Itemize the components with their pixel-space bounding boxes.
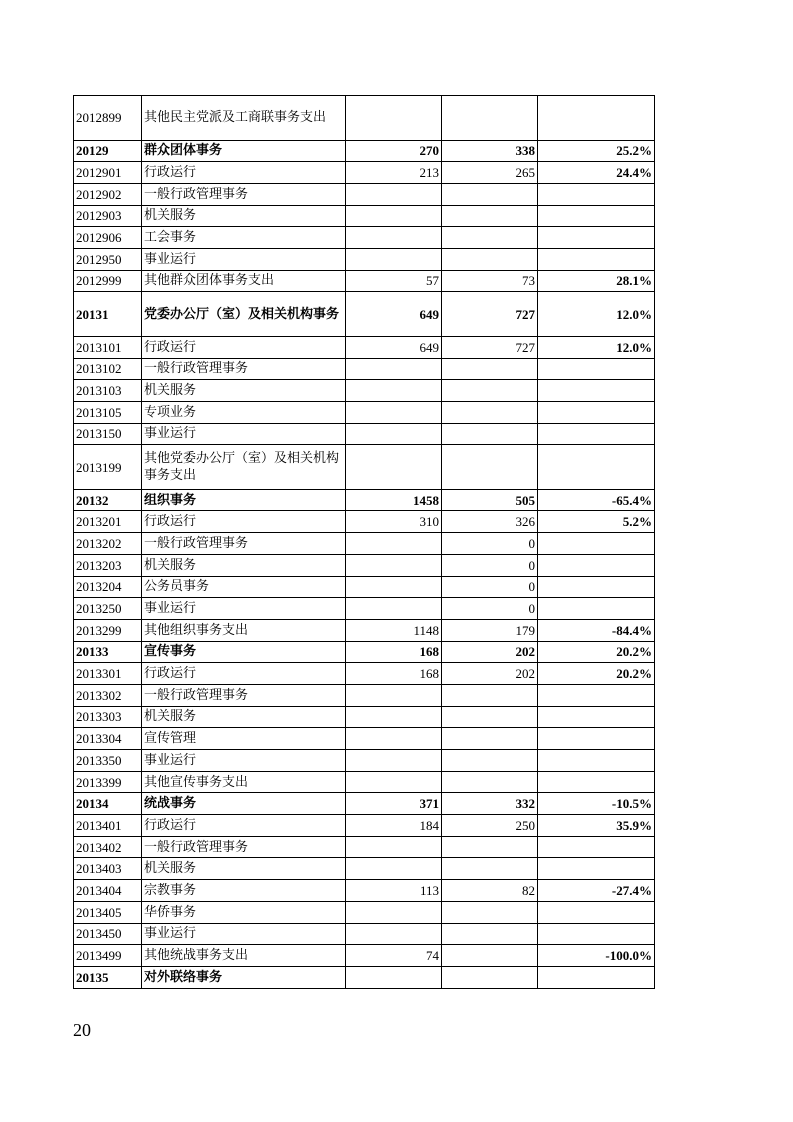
code-cell: 20131 <box>74 292 142 337</box>
name-cell: 行政运行 <box>142 815 346 837</box>
change-pct-cell: -27.4% <box>538 880 655 902</box>
table-row <box>74 533 655 555</box>
name-cell: 机关服务 <box>142 858 346 880</box>
code-cell: 2013250 <box>74 598 142 620</box>
name-cell: 专项业务 <box>142 401 346 423</box>
change-pct-cell: 24.4% <box>538 162 655 184</box>
code-cell: 2013399 <box>74 771 142 793</box>
value-curr-cell <box>442 706 538 728</box>
code-cell: 2013202 <box>74 533 142 555</box>
table-row <box>74 445 655 490</box>
code-cell: 20135 <box>74 966 142 988</box>
table-row <box>74 706 655 728</box>
table-row <box>74 815 655 837</box>
name-cell: 一般行政管理事务 <box>142 358 346 380</box>
name-cell: 一般行政管理事务 <box>142 183 346 205</box>
value-prev-cell: 1458 <box>346 489 442 511</box>
change-pct-cell: 20.2% <box>538 641 655 663</box>
table-row <box>74 227 655 249</box>
name-cell: 机关服务 <box>142 706 346 728</box>
change-pct-cell <box>538 684 655 706</box>
code-cell: 2013304 <box>74 728 142 750</box>
change-pct-cell: 35.9% <box>538 815 655 837</box>
value-curr-cell <box>442 445 538 490</box>
value-curr-cell <box>442 684 538 706</box>
table-row <box>74 423 655 445</box>
value-prev-cell: 168 <box>346 641 442 663</box>
code-cell: 20133 <box>74 641 142 663</box>
code-cell: 2013405 <box>74 901 142 923</box>
name-cell: 机关服务 <box>142 554 346 576</box>
name-cell: 其他统战事务支出 <box>142 945 346 967</box>
code-cell: 2013302 <box>74 684 142 706</box>
name-cell: 行政运行 <box>142 663 346 685</box>
value-prev-cell: 168 <box>346 663 442 685</box>
change-pct-cell <box>538 227 655 249</box>
name-cell: 其他民主党派及工商联事务支出 <box>142 96 346 141</box>
table-row <box>74 205 655 227</box>
change-pct-cell: 5.2% <box>538 511 655 533</box>
value-prev-cell: 184 <box>346 815 442 837</box>
change-pct-cell: -100.0% <box>538 945 655 967</box>
value-curr-cell: 332 <box>442 793 538 815</box>
code-cell: 2013303 <box>74 706 142 728</box>
value-curr-cell <box>442 423 538 445</box>
value-prev-cell: 113 <box>346 880 442 902</box>
table-row <box>74 401 655 423</box>
table-row <box>74 511 655 533</box>
table-row <box>74 183 655 205</box>
name-cell: 事业运行 <box>142 750 346 772</box>
table-row <box>74 901 655 923</box>
name-cell: 其他宣传事务支出 <box>142 771 346 793</box>
category-row <box>74 966 655 988</box>
value-curr-cell: 727 <box>442 292 538 337</box>
change-pct-cell <box>538 401 655 423</box>
change-pct-cell <box>538 205 655 227</box>
code-cell: 2012903 <box>74 205 142 227</box>
code-cell: 2013199 <box>74 445 142 490</box>
value-prev-cell: 57 <box>346 270 442 292</box>
table-row <box>74 858 655 880</box>
value-prev-cell <box>346 923 442 945</box>
code-cell: 2012902 <box>74 183 142 205</box>
change-pct-cell: 25.2% <box>538 140 655 162</box>
value-prev-cell: 649 <box>346 336 442 358</box>
value-curr-cell <box>442 358 538 380</box>
change-pct-cell <box>538 901 655 923</box>
code-cell: 2013403 <box>74 858 142 880</box>
name-cell: 行政运行 <box>142 162 346 184</box>
name-cell: 其他群众团体事务支出 <box>142 270 346 292</box>
name-cell: 其他党委办公厅（室）及相关机构事务支出 <box>142 445 346 490</box>
code-cell: 2012901 <box>74 162 142 184</box>
change-pct-cell: 12.0% <box>538 336 655 358</box>
name-cell: 一般行政管理事务 <box>142 836 346 858</box>
name-cell: 机关服务 <box>142 205 346 227</box>
name-cell: 党委办公厅（室）及相关机构事务 <box>142 292 346 337</box>
value-curr-cell: 338 <box>442 140 538 162</box>
code-cell: 2013201 <box>74 511 142 533</box>
value-curr-cell: 82 <box>442 880 538 902</box>
value-curr-cell <box>442 771 538 793</box>
value-curr-cell <box>442 380 538 402</box>
value-curr-cell: 0 <box>442 533 538 555</box>
value-prev-cell <box>346 966 442 988</box>
change-pct-cell <box>538 858 655 880</box>
value-prev-cell <box>346 750 442 772</box>
name-cell: 对外联络事务 <box>142 966 346 988</box>
page-number: 20 <box>73 1020 91 1040</box>
value-curr-cell: 0 <box>442 554 538 576</box>
table-row <box>74 750 655 772</box>
change-pct-cell: -84.4% <box>538 619 655 641</box>
code-cell: 2012950 <box>74 248 142 270</box>
change-pct-cell <box>538 554 655 576</box>
name-cell: 华侨事务 <box>142 901 346 923</box>
table-row <box>74 336 655 358</box>
value-curr-cell: 73 <box>442 270 538 292</box>
value-prev-cell <box>346 533 442 555</box>
value-prev-cell: 371 <box>346 793 442 815</box>
value-prev-cell <box>346 554 442 576</box>
value-curr-cell: 202 <box>442 641 538 663</box>
change-pct-cell <box>538 96 655 141</box>
value-prev-cell <box>346 901 442 923</box>
value-curr-cell <box>442 183 538 205</box>
value-prev-cell <box>346 836 442 858</box>
value-prev-cell: 270 <box>346 140 442 162</box>
name-cell: 机关服务 <box>142 380 346 402</box>
code-cell: 2013299 <box>74 619 142 641</box>
name-cell: 事业运行 <box>142 598 346 620</box>
change-pct-cell <box>538 966 655 988</box>
value-prev-cell <box>346 445 442 490</box>
change-pct-cell <box>538 358 655 380</box>
change-pct-cell <box>538 380 655 402</box>
name-cell: 事业运行 <box>142 423 346 445</box>
value-curr-cell: 179 <box>442 619 538 641</box>
table-row <box>74 380 655 402</box>
value-curr-cell: 202 <box>442 663 538 685</box>
table-row <box>74 96 655 141</box>
name-cell: 一般行政管理事务 <box>142 684 346 706</box>
code-cell: 2012899 <box>74 96 142 141</box>
table-row <box>74 598 655 620</box>
table-row <box>74 684 655 706</box>
name-cell: 统战事务 <box>142 793 346 815</box>
change-pct-cell <box>538 836 655 858</box>
value-curr-cell: 505 <box>442 489 538 511</box>
name-cell: 宣传管理 <box>142 728 346 750</box>
code-cell: 20134 <box>74 793 142 815</box>
change-pct-cell: 20.2% <box>538 663 655 685</box>
value-prev-cell: 649 <box>346 292 442 337</box>
value-prev-cell: 1148 <box>346 619 442 641</box>
table-row <box>74 771 655 793</box>
value-prev-cell <box>346 728 442 750</box>
change-pct-cell <box>538 183 655 205</box>
name-cell: 行政运行 <box>142 336 346 358</box>
name-cell: 组织事务 <box>142 489 346 511</box>
name-cell: 一般行政管理事务 <box>142 533 346 555</box>
value-curr-cell <box>442 901 538 923</box>
table-row <box>74 663 655 685</box>
code-cell: 2012906 <box>74 227 142 249</box>
table-row <box>74 270 655 292</box>
value-prev-cell: 74 <box>346 945 442 967</box>
change-pct-cell: -65.4% <box>538 489 655 511</box>
value-prev-cell <box>346 227 442 249</box>
value-prev-cell <box>346 248 442 270</box>
change-pct-cell <box>538 923 655 945</box>
change-pct-cell <box>538 728 655 750</box>
value-prev-cell <box>346 576 442 598</box>
code-cell: 2013401 <box>74 815 142 837</box>
code-cell: 2012999 <box>74 270 142 292</box>
code-cell: 2013499 <box>74 945 142 967</box>
table-row <box>74 619 655 641</box>
change-pct-cell: 28.1% <box>538 270 655 292</box>
value-curr-cell <box>442 923 538 945</box>
code-cell: 20132 <box>74 489 142 511</box>
value-curr-cell: 0 <box>442 598 538 620</box>
code-cell: 2013203 <box>74 554 142 576</box>
name-cell: 其他组织事务支出 <box>142 619 346 641</box>
code-cell: 2013402 <box>74 836 142 858</box>
budget-table-body <box>74 96 655 989</box>
category-row <box>74 793 655 815</box>
code-cell: 2013350 <box>74 750 142 772</box>
code-cell: 2013101 <box>74 336 142 358</box>
table-row <box>74 728 655 750</box>
code-cell: 2013102 <box>74 358 142 380</box>
change-pct-cell <box>538 533 655 555</box>
change-pct-cell <box>538 445 655 490</box>
code-cell: 2013150 <box>74 423 142 445</box>
table-row <box>74 248 655 270</box>
value-prev-cell: 213 <box>346 162 442 184</box>
value-curr-cell: 0 <box>442 576 538 598</box>
value-curr-cell <box>442 750 538 772</box>
change-pct-cell <box>538 750 655 772</box>
value-prev-cell <box>346 96 442 141</box>
value-curr-cell <box>442 858 538 880</box>
table-row <box>74 923 655 945</box>
code-cell: 2013204 <box>74 576 142 598</box>
code-cell: 2013450 <box>74 923 142 945</box>
value-curr-cell: 727 <box>442 336 538 358</box>
table-row <box>74 945 655 967</box>
value-prev-cell <box>346 706 442 728</box>
code-cell: 2013103 <box>74 380 142 402</box>
value-curr-cell <box>442 945 538 967</box>
value-prev-cell <box>346 423 442 445</box>
value-prev-cell: 310 <box>346 511 442 533</box>
value-curr-cell <box>442 401 538 423</box>
name-cell: 公务员事务 <box>142 576 346 598</box>
name-cell: 行政运行 <box>142 511 346 533</box>
name-cell: 群众团体事务 <box>142 140 346 162</box>
value-prev-cell <box>346 358 442 380</box>
value-prev-cell <box>346 401 442 423</box>
value-curr-cell: 265 <box>442 162 538 184</box>
name-cell: 事业运行 <box>142 248 346 270</box>
table-row <box>74 358 655 380</box>
change-pct-cell: 12.0% <box>538 292 655 337</box>
change-pct-cell: -10.5% <box>538 793 655 815</box>
value-curr-cell <box>442 227 538 249</box>
value-prev-cell <box>346 684 442 706</box>
category-row <box>74 641 655 663</box>
name-cell: 宣传事务 <box>142 641 346 663</box>
name-cell: 工会事务 <box>142 227 346 249</box>
category-row <box>74 140 655 162</box>
value-curr-cell <box>442 728 538 750</box>
value-prev-cell <box>346 380 442 402</box>
change-pct-cell <box>538 706 655 728</box>
name-cell: 事业运行 <box>142 923 346 945</box>
value-curr-cell <box>442 966 538 988</box>
code-cell: 20129 <box>74 140 142 162</box>
table-row <box>74 576 655 598</box>
table-row <box>74 836 655 858</box>
category-row <box>74 292 655 337</box>
code-cell: 2013105 <box>74 401 142 423</box>
code-cell: 2013404 <box>74 880 142 902</box>
value-prev-cell <box>346 183 442 205</box>
code-cell: 2013301 <box>74 663 142 685</box>
value-prev-cell <box>346 771 442 793</box>
table-row <box>74 880 655 902</box>
change-pct-cell <box>538 576 655 598</box>
value-curr-cell: 250 <box>442 815 538 837</box>
value-prev-cell <box>346 858 442 880</box>
value-prev-cell <box>346 598 442 620</box>
change-pct-cell <box>538 248 655 270</box>
change-pct-cell <box>538 423 655 445</box>
change-pct-cell <box>538 771 655 793</box>
budget-table <box>73 95 655 989</box>
value-curr-cell <box>442 205 538 227</box>
table-row <box>74 162 655 184</box>
value-curr-cell: 326 <box>442 511 538 533</box>
value-prev-cell <box>346 205 442 227</box>
name-cell: 宗教事务 <box>142 880 346 902</box>
value-curr-cell <box>442 248 538 270</box>
table-row <box>74 554 655 576</box>
change-pct-cell <box>538 598 655 620</box>
value-curr-cell <box>442 96 538 141</box>
value-curr-cell <box>442 836 538 858</box>
category-row <box>74 489 655 511</box>
